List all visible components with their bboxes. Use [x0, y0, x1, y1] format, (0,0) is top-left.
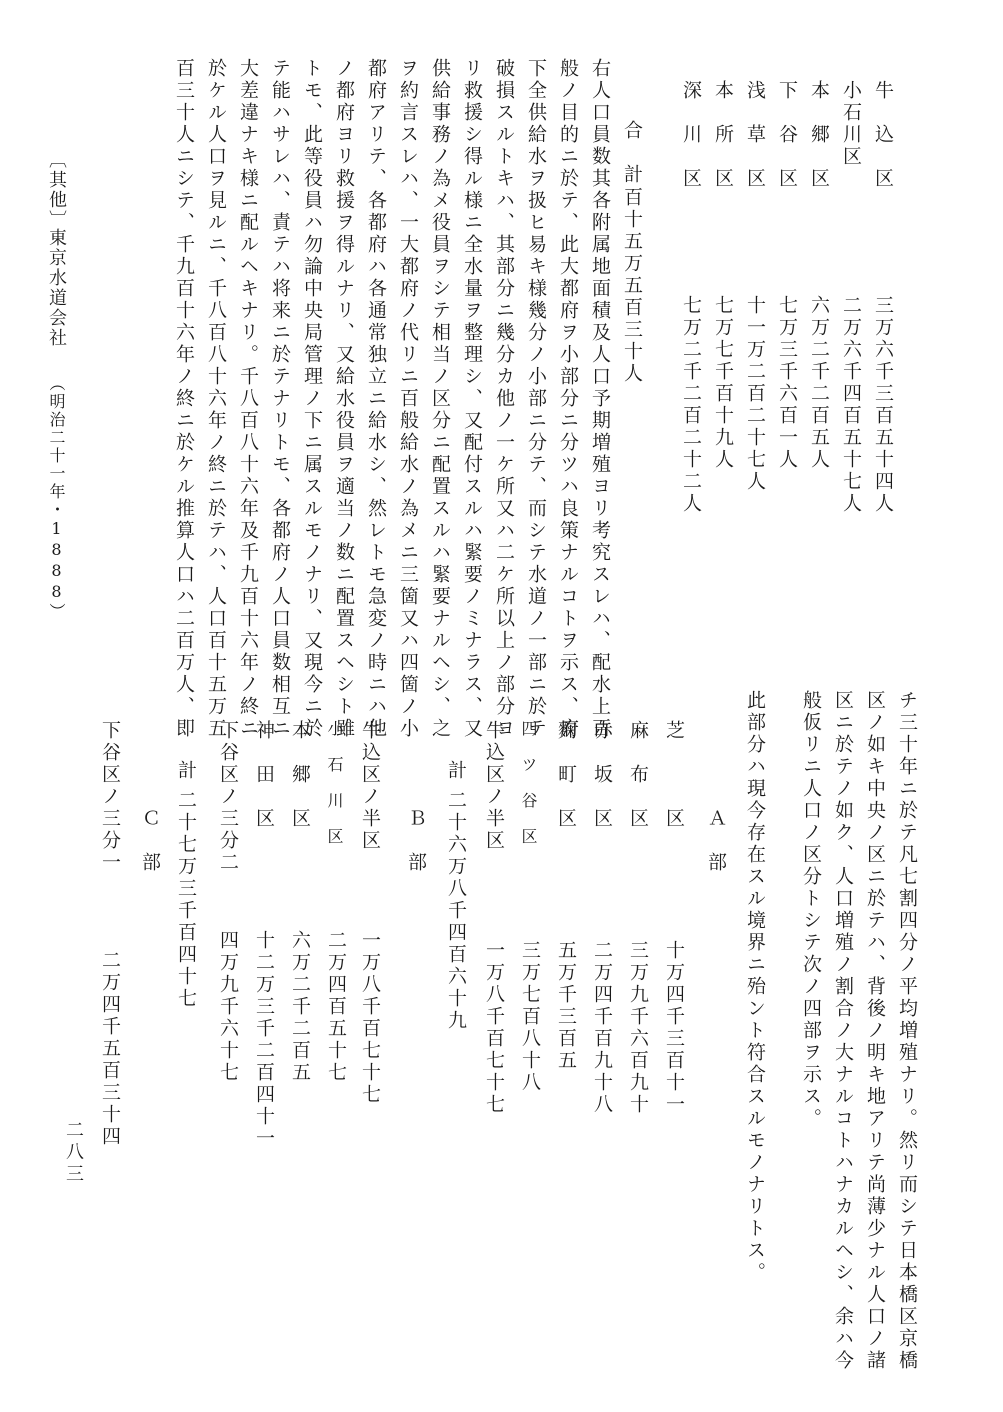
- paragraph-line: 下全供給水ヲ扱ヒ易キ様幾分ノ小部ニ分テ、而シテ水道ノ一部ニ於テ: [525, 58, 547, 740]
- top-ward: 牛 込 区: [872, 80, 894, 190]
- section-a-ward: 麴 町 区: [555, 720, 577, 830]
- header-category: 〔其他〕: [46, 150, 67, 230]
- section-a-heading: Ａ 部: [705, 808, 727, 874]
- section-b-total-value: 二十七万三千百四十七: [175, 790, 197, 1010]
- paragraph-line: 百三十人ニシテ、千九百十六年ノ終ニ於ケル推算人口ハ二百万人、即: [173, 58, 195, 740]
- section-b-heading: Ｂ 部: [405, 808, 427, 874]
- top-ward: 小石川区: [840, 80, 862, 168]
- section-b-ward: 下谷区ノ三分二: [217, 720, 239, 874]
- section-a-ward: 四 ツ 谷 区: [519, 720, 538, 846]
- top-ward: 本 郷 区: [808, 80, 830, 190]
- section-a-ward: 麻 布 区: [627, 720, 649, 830]
- paragraph-line: トモ、此等役員ハ勿論中央局管理ノ下ニ属スルモノナリ、又現今ニ於: [301, 58, 323, 740]
- section-b-population: 六万二千二百五: [289, 930, 311, 1084]
- top-population: 三万六千三百五十四人: [872, 295, 894, 515]
- section-b-ward: 神 田 区: [253, 720, 275, 830]
- paragraph-line: ノ都府ヨリ救援ヲ得ルナリ、又給水役員ヲ適当ノ数ニ配置スヘシト雖: [333, 58, 355, 740]
- section-a-population: 一万八千百七十七: [483, 940, 505, 1116]
- paragraph-line: 此部分ハ現今存在スル境界ニ殆ント符合スルモノナリトス。: [744, 690, 766, 1284]
- section-a-total-label: 計: [445, 760, 467, 782]
- top-ward: 深 川 区: [680, 80, 702, 190]
- paragraph-line: チ三十年ニ於テ凡七割四分ノ平均増殖ナリ。然リ而シテ日本橋区京橋: [896, 690, 918, 1372]
- paragraph-line: 般仮リニ人口ノ区分トシテ次ノ四部ヲ示ス。: [800, 690, 822, 1130]
- top-population: 二万六千四百五十七人: [840, 295, 862, 515]
- section-a-population: 三万九千六百九十: [627, 940, 649, 1116]
- section-b-population: 一万八千百七十七: [359, 930, 381, 1106]
- paragraph-line: テ能ハサレハ、責テハ将来ニ於テナリトモ、各都府ノ人口員数相互ニ: [269, 58, 291, 740]
- paragraph-line: 般ノ目的ニ於テ、此大都府ヲ小部分ニ分ツハ良策ナルコトヲ示ス、府: [557, 58, 579, 740]
- paragraph-line: 於ケル人口ヲ見ルニ、千八百八十六年ノ終ニ於テハ、人口百十五万五: [205, 58, 227, 740]
- top-total-label: 合 計: [621, 120, 643, 186]
- paragraph-line: 区ニ於テノ如ク、人口増殖ノ割合ノ大ナルコトハナカルヘシ、余ハ今: [832, 690, 854, 1372]
- paragraph-line: 都府アリテ、各都府ハ各通常独立ニ給水シ、然レトモ急変ノ時ニハ他: [365, 58, 387, 740]
- section-b-ward: 小 石 川 区: [325, 720, 344, 846]
- section-c-population: 二万四千五百三十四: [99, 950, 121, 1148]
- section-a-total-value: 二十六万八千四百六十九: [445, 790, 467, 1032]
- top-ward: 本 所 区: [712, 80, 734, 190]
- paragraph-line: リ救援シ得ル様ニ全水量ヲ整理シ、又配付スルハ緊要ノミナラス、又: [461, 58, 483, 740]
- section-a-ward: 牛込区ノ半区: [483, 720, 505, 852]
- section-a-ward: 芝 区: [663, 720, 685, 830]
- section-a-population: 十万四千三百十一: [663, 940, 685, 1116]
- section-b-total-label: 計: [175, 760, 197, 782]
- section-a-ward: 赤 坂 区: [591, 720, 613, 830]
- section-c-ward: 下谷区ノ三分一: [99, 720, 121, 874]
- paragraph-line: 大差違ナキ様ニ配ルヘキナリ。千八百八十六年及千九百十六年ノ終ニ: [237, 58, 259, 740]
- section-b-population: 二万四百五十七: [325, 930, 347, 1084]
- section-c-heading: Ｃ 部: [139, 808, 161, 874]
- section-b-ward: 本 郷 区: [289, 720, 311, 830]
- section-a-population: 五万千三百五: [555, 940, 577, 1072]
- top-population: 十一万二百二十七人: [744, 295, 766, 493]
- paragraph-line: 区ノ如キ中央ノ区ニ於テハ、背後ノ明キ地アリテ尚薄少ナル人口ノ諸: [864, 690, 886, 1372]
- top-population: 七万二千二百二十二人: [680, 295, 702, 515]
- paragraph-line: 破損スルトキハ、其部分ニ幾分カ他ノ一ケ所又ハ二ケ所以上ノ部分ヨ: [493, 58, 515, 740]
- top-ward: 下 谷 区: [776, 80, 798, 190]
- paragraph-line: 供給事務ノ為メ役員ヲシテ相当ノ区分ニ配置スルハ緊要ナルヘシ、之: [429, 58, 451, 740]
- header-source: 東京水道会社: [46, 228, 67, 348]
- top-ward: 浅 草 区: [744, 80, 766, 190]
- top-population: 七万三千六百一人: [776, 295, 798, 471]
- section-a-population: 二万四千百九十八: [591, 940, 613, 1116]
- paragraph-line: ヲ約言スレハ、一大都府ノ代リニ百般給水ノ為メニ三箇又ハ四箇ノ小: [397, 58, 419, 740]
- top-population: 七万七千百十九人: [712, 295, 734, 471]
- section-b-population: 十二万三千二百四十一: [253, 930, 275, 1150]
- page-number: 二八三: [63, 1120, 84, 1186]
- section-b-population: 四万九千六十七: [217, 930, 239, 1084]
- paragraph-line: 右人口員数其各附属地面積及人口予期増殖ヨリ考究スレハ、配水上百: [589, 58, 611, 740]
- section-a-population: 三万七百八十八: [519, 940, 541, 1094]
- section-b-ward: 牛込区ノ半区: [359, 720, 381, 852]
- top-population: 六万二千二百五人: [808, 295, 830, 471]
- header-date: （明治二十一年・1888）: [47, 375, 66, 621]
- top-total-value: 百十五万五百三十人: [621, 187, 643, 385]
